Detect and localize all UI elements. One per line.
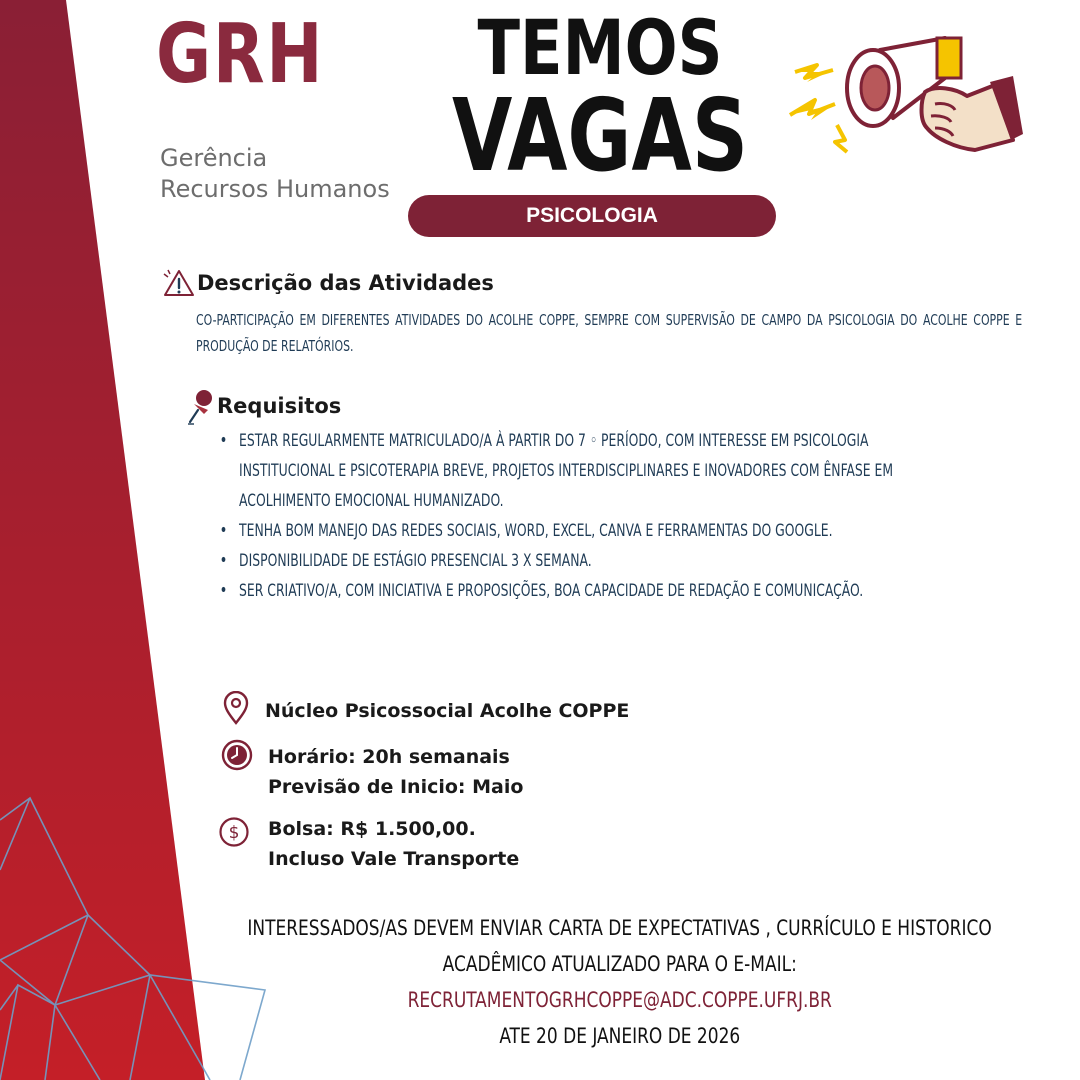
megaphone-icon <box>785 30 1025 160</box>
hours-text: Horário: 20h semanais <box>268 746 510 768</box>
cta-line1: INTERESSADOS/AS DEVEM ENVIAR CARTA DE EXPECTATIVAS , CURRÍCULO E HISTORICO <box>247 916 993 940</box>
area-badge: PSICOLOGIA <box>408 195 776 237</box>
headline-vagas: VAGAS <box>451 77 749 194</box>
description-text: CO-PARTICIPAÇÃO EM DIFERENTES ATIVIDADES DO ACOLHE COPPE, SEMPRE COM SUPERVISÃO DE CAMPO DA PSICOLOGIA DO ACOLHE COPPE E PRODUÇÃO DE RELATÓRIOS. <box>196 311 1023 355</box>
cta-line2: ACADÊMICO ATUALIZADO PARA O E-MAIL: <box>442 952 798 976</box>
list-item: • ESTAR REGULARMENTE MATRICULADO/A À PARTIR DO 7 ◦ PERÍODO, COM INTERESSE EM PSICOLOGIA INSTITUCIONAL E PSICOTERAPIA BREVE, PROJETOS INTERDISCIPLINARES E INOVADORES COM ÊNFASE EM ACOLHIMENTO EMOCIONAL HUMANIZADO. <box>218 426 907 516</box>
pushpin-icon <box>186 388 216 428</box>
brand-logo: GRH <box>156 7 325 102</box>
description-title: Descrição das Atividades <box>197 271 494 295</box>
requirements-title: Requisitos <box>217 394 342 418</box>
stipend-amount: Bolsa: R$ 1.500,00. <box>268 818 476 840</box>
brand-subtitle-line1: Gerência <box>160 144 268 172</box>
requirements-list <box>218 426 907 606</box>
location-text: Núcleo Psicossocial Acolhe COPPE <box>265 700 630 722</box>
cta-block <box>180 910 1060 1054</box>
brand-subtitle <box>160 143 390 205</box>
clock-icon <box>220 738 254 772</box>
brand-subtitle-line2: Recursos Humanos <box>160 175 390 203</box>
deadline-text: ATE 20 DE JANEIRO DE 2026 <box>499 1024 741 1048</box>
list-item: • DISPONIBILIDADE DE ESTÁGIO PRESENCIAL 3 X SEMANA. <box>218 546 907 576</box>
benefit-text: Incluso Vale Transporte <box>268 848 520 870</box>
warning-icon <box>162 268 196 298</box>
schedule-text <box>268 742 523 802</box>
list-item: • TENHA BOM MANEJO DAS REDES SOCIAIS, WORD, EXCEL, CANVA E FERRAMENTAS DO GOOGLE. <box>218 516 907 546</box>
location-pin-icon <box>222 691 250 725</box>
stipend-text <box>268 814 519 874</box>
dollar-icon <box>218 816 250 848</box>
list-item: • SER CRIATIVO/A, COM INICIATIVA E PROPOSIÇÕES, BOA CAPACIDADE DE REDAÇÃO E COMUNICAÇÃO. <box>218 576 907 606</box>
svg-text:$: $ <box>228 823 240 843</box>
headline-temos: TEMOS <box>477 3 723 92</box>
start-date-text: Previsão de Inicio: Maio <box>268 776 524 798</box>
contact-email-link[interactable]: RECRUTAMENTOGRHCOPPE@ADC.COPPE.UFRJ.BR <box>407 988 833 1012</box>
